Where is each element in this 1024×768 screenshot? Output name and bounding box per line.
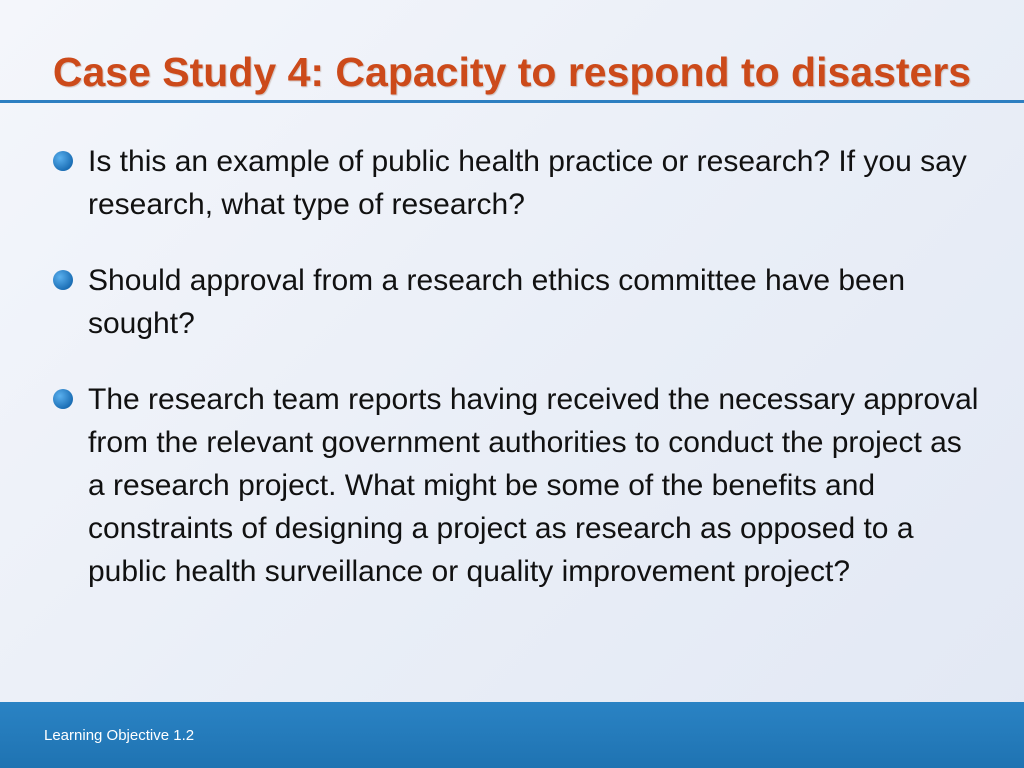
bullet-text: The research team reports having received the necessary approval from the relevant government authorities to conduct the project as a research project. What might be some of the benefits and constraints of designing a project as research as opposed to a public health surveillance or quality improvement project? xyxy=(88,383,979,588)
bullet-list xyxy=(0,140,1024,593)
circle-bullet-icon xyxy=(53,270,73,290)
circle-bullet-icon xyxy=(53,151,73,171)
bullet-text: Should approval from a research ethics committee have been sought? xyxy=(88,264,906,340)
circle-bullet-icon xyxy=(53,389,73,409)
bullet-item xyxy=(0,140,1024,226)
footer-label: Learning Objective 1.2 xyxy=(44,727,195,744)
bullet-item xyxy=(0,259,1024,345)
slide-title: Case Study 4: Capacity to respond to disasters xyxy=(52,49,972,95)
bullet-item xyxy=(0,378,1024,593)
bullet-text: Is this an example of public health practice or research? If you say research, what type of research? xyxy=(88,145,967,221)
title-divider xyxy=(0,100,1024,103)
footer-bar xyxy=(0,702,1024,768)
